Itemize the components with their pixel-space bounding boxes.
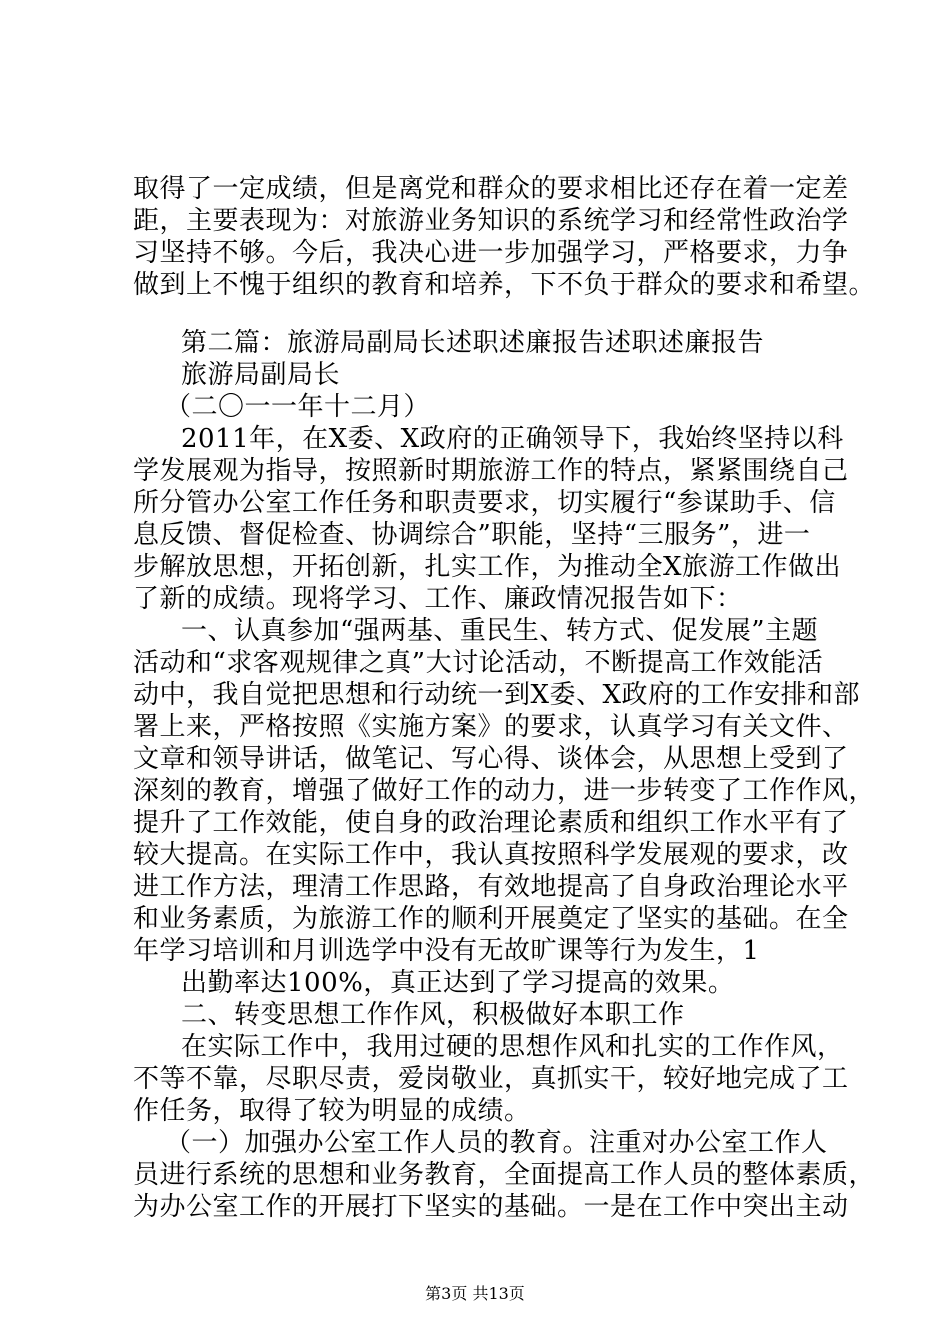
body-text-line: 学发展观为指导，按照新时期旅游工作的特点，紧紧围绕自己	[133, 456, 849, 486]
body-text-line: 在实际工作中，我用过硬的思想作风和扎实的工作作风，	[181, 1032, 844, 1062]
body-text-line: 活动和“求客观规律之真”大讨论活动，不断提高工作效能活	[133, 648, 824, 678]
body-text-line: 了新的成绩。现将学习、工作、廉政情况报告如下：	[133, 584, 743, 614]
body-text-line: 2011年，在X委、X政府的正确领导下，我始终坚持以科	[181, 424, 844, 454]
body-text-line: 取得了一定成绩，但是离党和群众的要求相比还存在着一定差	[133, 174, 849, 204]
body-text-line: 息反馈、督促检查、协调综合”职能，坚持“三服务”，进一	[133, 520, 811, 550]
body-text-line: 为办公室工作的开展打下坚实的基础。一是在工作中突出主动	[133, 1192, 849, 1222]
body-text-line: 习坚持不够。今后，我决心进一步加强学习，严格要求，力争	[133, 238, 849, 268]
report-date: （二〇一一年十二月）	[165, 392, 431, 422]
page-number-footer: 第3页 共13页	[425, 1284, 525, 1303]
body-text-line: 进工作方法，理清工作思路，有效地提高了自身政治理论水平	[133, 872, 849, 902]
body-text-line: 提升了工作效能，使自身的政治理论素质和组织工作水平有了	[133, 808, 849, 838]
body-text-line: 动中，我自觉把思想和行动统一到X委、X政府的工作安排和部	[133, 680, 861, 710]
body-text-line: 和业务素质，为旅游工作的顺利开展奠定了坚实的基础。在全	[133, 904, 849, 934]
body-text-line: 步解放思想，开拓创新，扎实工作，为推动全X旅游工作做出	[133, 552, 842, 582]
body-text-line: 做到上不愧于组织的教育和培养，下不负于群众的要求和希望。	[133, 270, 876, 300]
body-text-line: 较大提高。在实际工作中，我认真按照科学发展观的要求，改	[133, 840, 849, 870]
body-text-line: 一、认真参加“强两基、重民生、转方式、促发展”主题	[181, 616, 819, 646]
section-heading: 二、转变思想工作作风，积极做好本职工作	[181, 1000, 685, 1030]
body-text-line: 出勤率达100%，真正达到了学习提高的效果。	[181, 968, 735, 998]
body-text-line: 文章和领导讲话，做笔记、写心得、谈体会，从思想上受到了	[133, 744, 849, 774]
body-text-line: 年学习培训和月训选学中没有无故旷课等行为发生，1	[133, 936, 760, 966]
body-text-line: 作任务，取得了较为明显的成绩。	[133, 1096, 531, 1126]
section-title: 第二篇：旅游局副局长述职述廉报告述职述廉报告	[181, 328, 765, 358]
body-text-line: 距，主要表现为：对旅游业务知识的系统学习和经常性政治学	[133, 206, 849, 236]
body-text-line: 深刻的教育，增强了做好工作的动力，进一步转变了工作作风，	[133, 776, 876, 806]
author-title: 旅游局副局长	[181, 360, 341, 390]
body-text-line: （一）加强办公室工作人员的教育。注重对办公室工作人	[165, 1128, 828, 1158]
body-text-line: 员进行系统的思想和业务教育，全面提高工作人员的整体素质，	[133, 1160, 876, 1190]
body-text-line: 不等不靠，尽职尽责，爱岗敬业，真抓实干，较好地完成了工	[133, 1064, 849, 1094]
body-text-line: 所分管办公室工作任务和职责要求，切实履行“参谋助手、信	[133, 488, 836, 518]
body-text-line: 署上来，严格按照《实施方案》的要求，认真学习有关文件、	[133, 712, 849, 742]
